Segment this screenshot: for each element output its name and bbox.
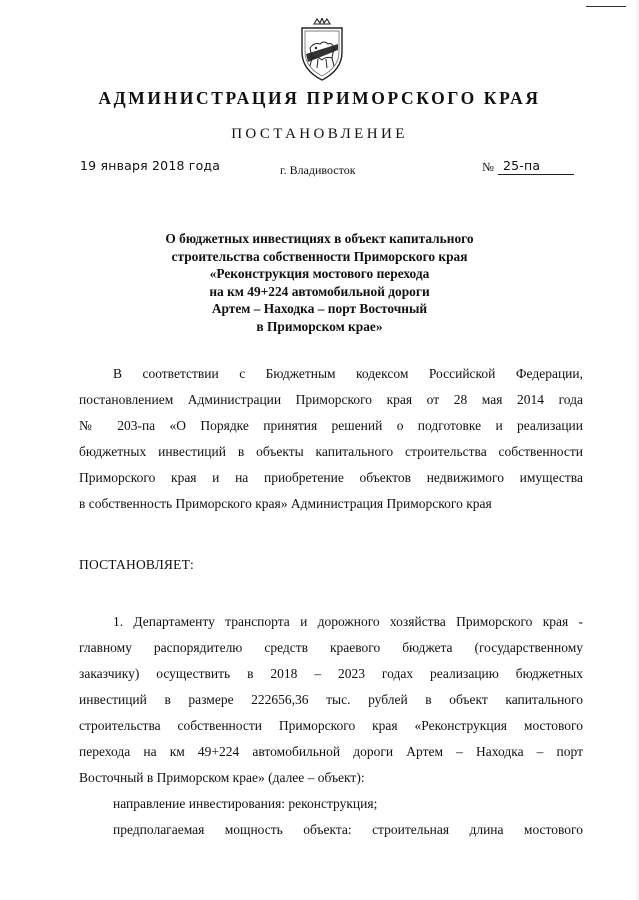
- decree-word: ПОСТАНОВЛЯЕТ:: [79, 557, 194, 572]
- preamble-line: в собственность Приморского края» Администрация Приморского края: [79, 496, 492, 511]
- preamble-line: В соответствии с Бюджетным кодексом Российской Федерации,: [113, 366, 583, 381]
- document-city: г. Владивосток: [280, 163, 356, 177]
- number-underline: [498, 174, 574, 175]
- item-line: 1. Департаменту транспорта и дорожного хозяйства Приморского края -: [113, 614, 583, 629]
- preamble-line: постановлением Администрации Приморского края от 28 мая 2014 года: [79, 392, 583, 407]
- preamble-line: Приморского края и на приобретение объектов недвижимого имущества: [79, 470, 583, 485]
- preamble-line: бюджетных инвестиций в объекты капитального строительства собственности: [79, 444, 583, 459]
- title-line: на км 49+224 автомобильной дороги: [209, 283, 430, 299]
- preamble-line: № 203-па «О Порядке принятия решений о подготовке и реализации: [79, 418, 583, 433]
- title-line: в Приморском крае»: [256, 318, 383, 334]
- title-line: строительства собственности Приморского края: [171, 248, 468, 264]
- item-line: заказчику) осуществить в 2018 – 2023 годах реализацию бюджетных: [79, 666, 583, 681]
- document-number: 25-па: [503, 158, 541, 173]
- item-line: Восточный в Приморском крае» (далее – объект):: [79, 770, 365, 785]
- document-date: 19 января 2018 года: [80, 158, 221, 173]
- title-line: О бюджетных инвестициях в объект капитального: [165, 231, 474, 246]
- document-title: [0, 230, 639, 336]
- organization-name: АДМИНИСТРАЦИЯ ПРИМОРСКОГО КРАЯ: [98, 88, 541, 108]
- item-line: предполагаемая мощность объекта: строительная длина мостового: [113, 822, 583, 837]
- item-line: инвестиций в размере 222656,36 тыс. рублей в объект капитального: [79, 692, 583, 707]
- item-line: перехода на км 49+224 автомобильной дороги Артем – Находка – порт: [79, 744, 583, 759]
- document-type: ПОСТАНОВЛЕНИЕ: [231, 126, 408, 142]
- number-label: №: [482, 160, 494, 174]
- item-line: направление инвестирования: реконструкция;: [113, 796, 378, 811]
- title-line: Артем – Находка – порт Восточный: [211, 301, 428, 317]
- item-line: строительства собственности Приморского края «Реконструкция мостового: [79, 718, 583, 733]
- title-line: «Реконструкция мостового перехода: [209, 266, 430, 282]
- coat-of-arms-icon: [296, 18, 348, 82]
- corner-mark: [586, 6, 626, 7]
- item-line: главному распорядителю средств краевого бюджета (государственному: [79, 640, 583, 655]
